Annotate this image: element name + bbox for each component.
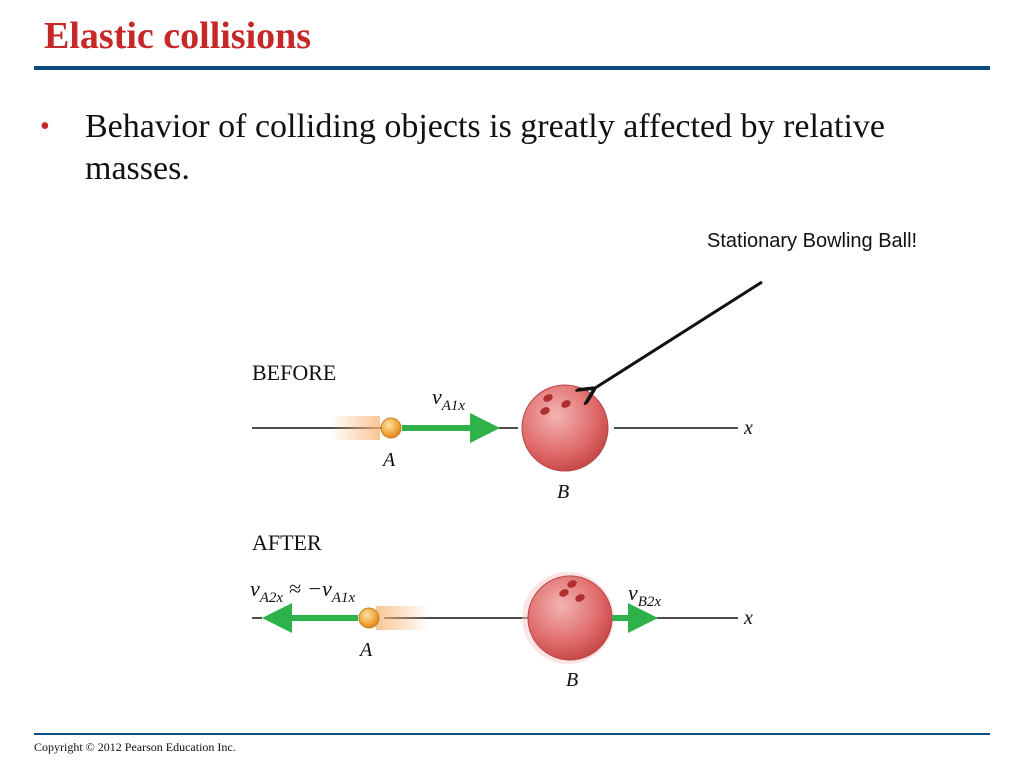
before-ball-b (522, 385, 608, 471)
slide-title: Elastic collisions (44, 15, 312, 57)
before-ball-b-label: B (557, 481, 570, 503)
before-axis-label: x (744, 417, 753, 439)
copyright-footer: Copyright © 2012 Pearson Education Inc. (34, 740, 236, 754)
after-ball-b-label: B (566, 669, 579, 691)
bullet-dot-icon: • (40, 111, 50, 142)
callout-label: Stationary Bowling Ball! (707, 230, 918, 252)
before-velocity-label: $v_{A1x}$ (432, 384, 466, 414)
bullet-text: Behavior of colliding objects is greatly affected by relative masses. (85, 108, 885, 187)
after-ball-a-label: A (360, 639, 373, 661)
after-axis-label: x (744, 607, 753, 629)
after-motion-trail (376, 606, 430, 630)
before-motion-trail (330, 416, 380, 440)
after-velocity-label-b: $v_{B2x}$ (628, 580, 662, 610)
before-ball-a (381, 418, 401, 438)
after-ball-a (359, 608, 379, 628)
before-ball-a-label: A (383, 449, 396, 471)
footer-divider (34, 733, 990, 735)
after-label: AFTER (252, 530, 322, 555)
before-label: BEFORE (252, 360, 337, 385)
after-ball-b (528, 576, 612, 660)
callout-arrow (592, 282, 762, 390)
after-velocity-label-a: $v_{A2x} \approx -v_{A1x}$ (250, 576, 356, 606)
